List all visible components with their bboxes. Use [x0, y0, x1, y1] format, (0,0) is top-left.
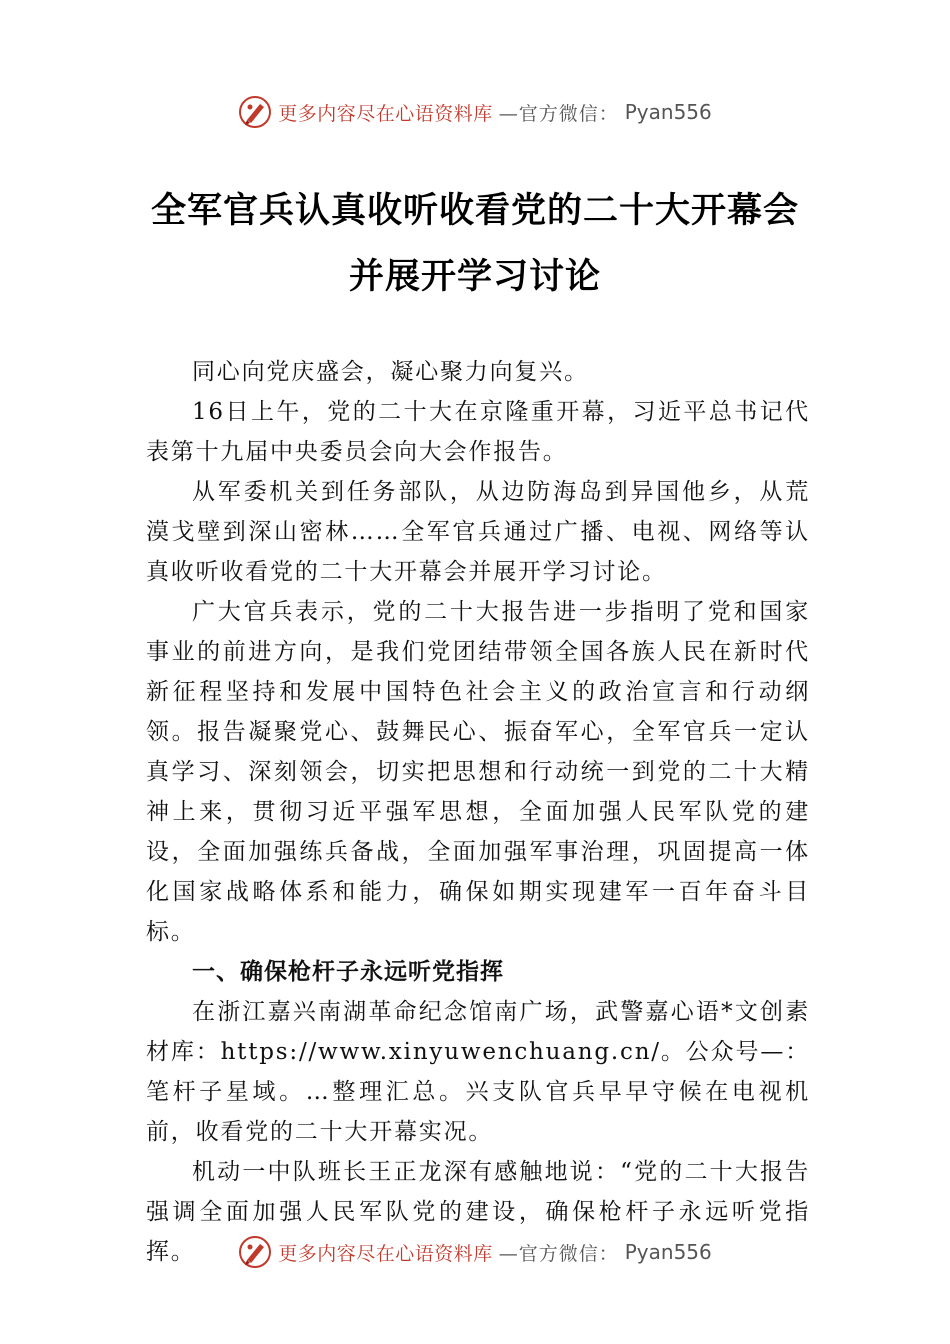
pen-logo-icon	[238, 95, 272, 129]
paragraph-6: 机动一中队班长王正龙深有感触地说：“党的二十大报告强调全面加强人民军队党的建设，确保枪杆子永远听党指挥。	[146, 1159, 810, 1265]
section-heading-1: 一、确保枪杆子永远听党指挥	[192, 959, 504, 985]
document-title	[0, 178, 950, 310]
title-line-2: 并展开学习讨论	[348, 256, 601, 297]
paragraph-1: 同心向党庆盛会，凝心聚力向复兴。	[192, 359, 589, 385]
footer-watermark	[0, 1232, 950, 1272]
watermark-handle: Pyan556	[624, 1240, 712, 1264]
title-line-1: 全军官兵认真收听收看党的二十大开幕会	[150, 190, 799, 231]
paragraph-4: 广大官兵表示，党的二十大报告进一步指明了党和国家事业的前进方向，是我们党团结带领全国各族人民在新时代新征程坚持和发展中国特色社会主义的政治宣言和行动纲领。报告凝聚党心、鼓舞民心、振奋军心，全军官兵一定认真学习、深刻领会，切实把思想和行动统一到党的二十大精神上来，贯彻习近平强军思想，全面加强人民军队党的建设，全面加强练兵备战，全面加强军事治理，巩固提高一体化国家战略体系和能力，确保如期实现建军一百年奋斗目标。	[146, 599, 810, 945]
header-watermark	[0, 92, 950, 132]
watermark-contact: —官方微信：	[498, 1242, 619, 1265]
watermark-contact: —官方微信：	[498, 102, 619, 125]
paragraph-3: 从军委机关到任务部队，从边防海岛到异国他乡，从荒漠戈壁到深山密林……全军官兵通过广播、电视、网络等认真收听收看党的二十大开幕会并展开学习讨论。	[146, 479, 810, 585]
watermark-handle: Pyan556	[624, 100, 712, 124]
article-body	[146, 352, 810, 1272]
pen-logo-icon	[238, 1235, 272, 1269]
watermark-brand: 更多内容尽在心语资料库	[278, 1242, 493, 1265]
paragraph-5: 在浙江嘉兴南湖革命纪念馆南广场，武警嘉心语*文创素材库：https://www.xinyuwenchuang.cn/。公众号—：笔杆子星域。…整理汇总。兴支队官兵早早守候在电视机前，收看党的二十大开幕实况。	[146, 999, 810, 1145]
watermark-brand: 更多内容尽在心语资料库	[278, 102, 493, 125]
paragraph-2: 16日上午，党的二十大在京隆重开幕，习近平总书记代表第十九届中央委员会向大会作报告。	[146, 399, 810, 465]
